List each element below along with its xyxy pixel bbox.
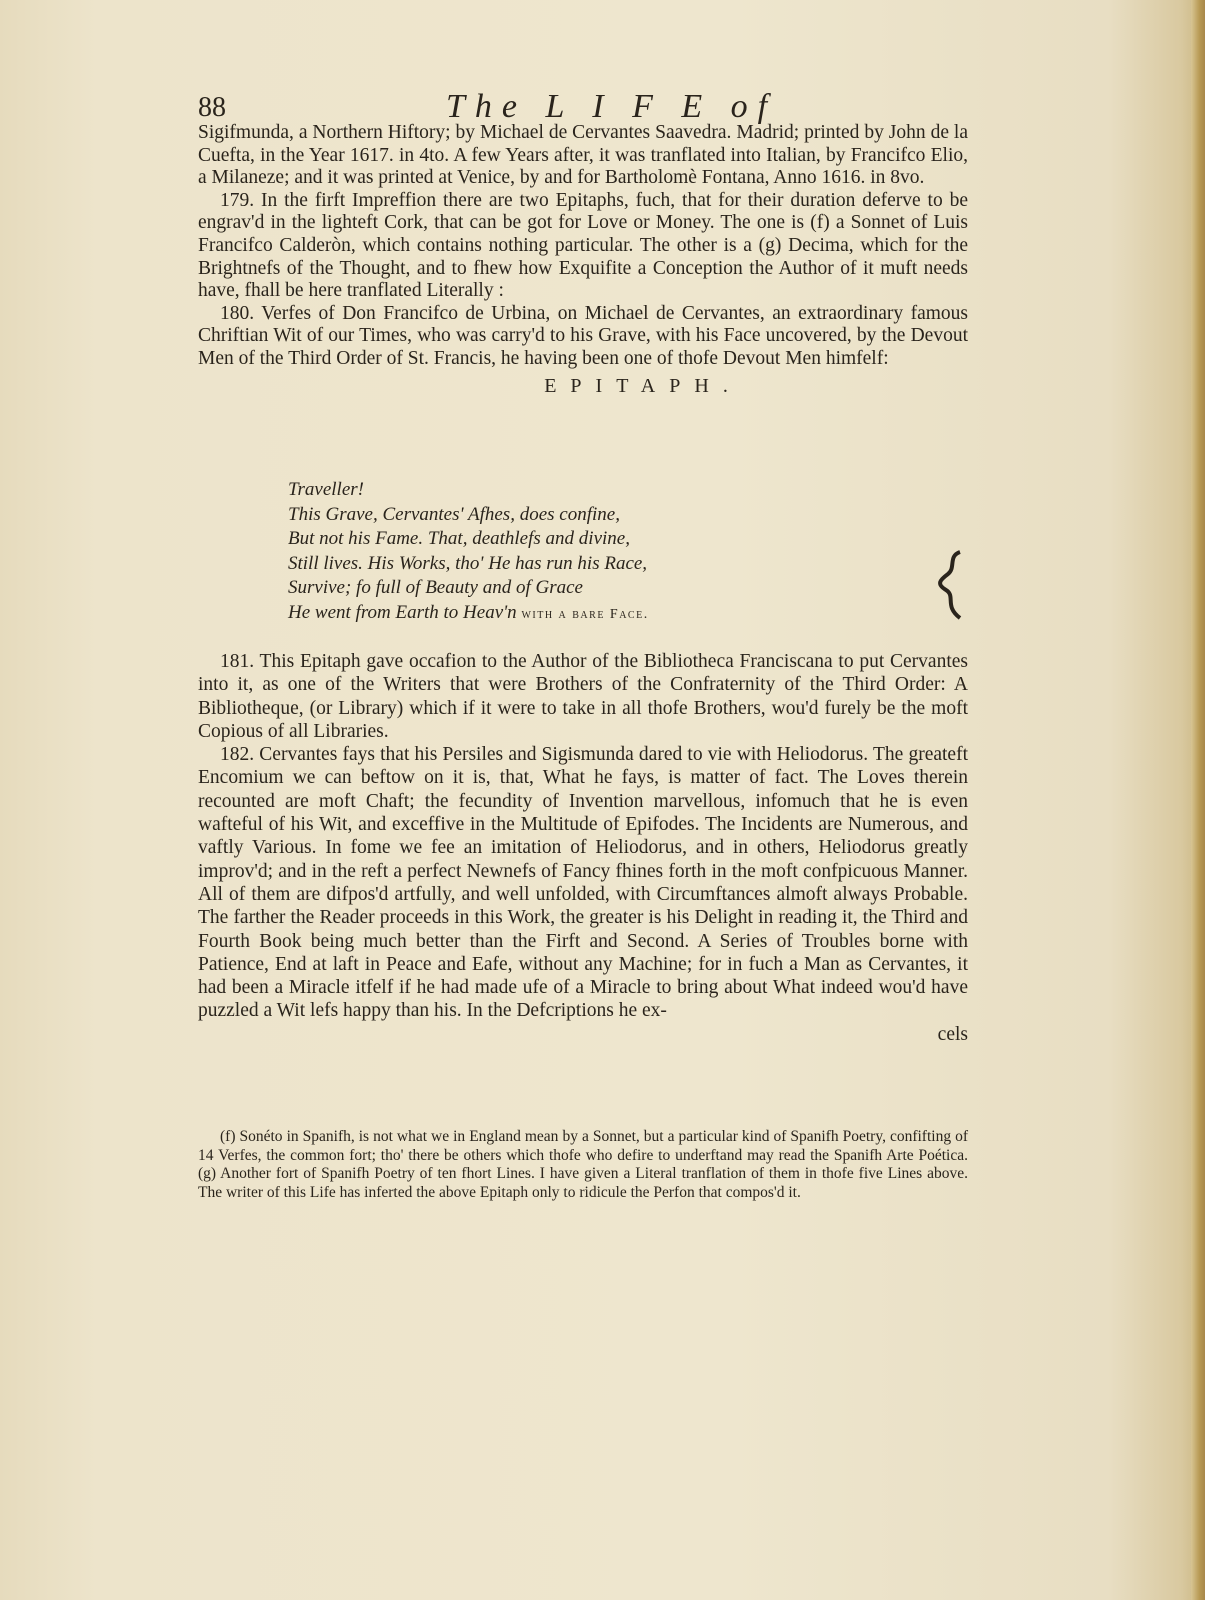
paragraph-180: 180. Verfes of Don Francifco de Urbina, on Michael de Cervantes, an extraordinary famous Chriftian Wit of our Times, who was carry'd to his Grave, with his Face uncovered, by the Devout Men of the Third Order of St. Francis, he having been one of thofe Devout Men himfelf: [198,302,968,369]
page-number: 88 [198,92,226,123]
poem-line-last [288,601,848,628]
paragraph-179: 179. In the firft Impreffion there are two Epitaphs, fuch, that for their duration deferve to be engrav'd in the lighteft Cork, that can be got for Love or Money. The one is (f) a Sonnet of Luis Francifco Calderòn, which contains nothing particular. The other is a (g) Decima, which for the Brightnefs of the Thought, and to fhew how Exquifite a Conception the Author of it muft needs have, fhall be here tranflated Literally : [198,189,968,302]
epitaph-poem [288,478,848,627]
epitaph-heading: EPITAPH. [544,374,742,397]
catchword: cels [937,1023,968,1045]
poem-line: This Grave, Cervantes' Afhes, does confine, [288,503,620,525]
poem-line-text: He went from Earth to Heav'n [288,601,517,623]
running-title: The L I F E of [446,88,778,125]
poem-line: Still lives. His Works, tho' He has run his Race, [288,552,648,574]
footnote-text: (f) Sonéto in Spanifh, is not what we in England mean by a Sonnet, but a particular kind of Spanifh Poetry, confifting of 14 Verfes, the common fort; tho' there be others which thofe who defire to underftand may read the Spanifh Arte Poética. (g) Another fort of Spanifh Poetry of ten fhort Lines. I have given a Literal tranflation of them in thofe five Lines above. The writer of this Life has inferted the above Epitaph only to ridicule the Perfon that compos'd it. [198,1128,968,1201]
main-text [198,122,968,403]
page-edge [1191,0,1205,1600]
main-text-continued [198,650,968,1046]
paragraph-182: 182. Cervantes fays that his Persiles and Sigismunda dared to vie with Heliodorus. The greateft Encomium we can beftow on it is, that, What he fays, is matter of fact. The Loves therein recounted are moft Chaft; the fecundity of Invention marvellous, infomuch that he is even wafteful of his Wit, and exceffive in the Multitude of Epifodes. The Incidents are Numerous, and vaftly Various. In fome we fee an imitation of Heliodorus, and in others, Heliodorus greatly improv'd; and in the reft a perfect Newnefs of Fancy fhines forth in the moft confpicuous Manner. All of them are difpos'd artfully, and well unfolded, with Circumftances almoft always Probable. The farther the Reader proceeds in this Work, the greater is his Delight in reading it, the Third and Fourth Book being much better than the Firft and Second. A Series of Troubles borne with Patience, End at laft in Peace and Eafe, without any Machine; for in fuch a Man as Cervantes, it had been a Miracle itfelf if he had made ufe of a Miracle to bring about What indeed wou'd have puzzled a Wit lefs happy than his. In the Defcriptions he ex- [198,744,968,1022]
poem-line: Survive; fo full of Beauty and of Grace [288,577,583,598]
poem-line: Traveller! [288,479,364,500]
poem-line: But not his Fame. That, deathlefs and divine, [288,528,630,549]
paragraph-181: 181. This Epitaph gave occafion to the Author of the Bibliotheca Franciscana to put Cervantes into it, as one of the Writers that were Brothers of the Confraternity of the Third Order: A Bibliotheque, (or Library) which if it were to take in all thofe Brothers, wou'd furely be the moft Copious of all Libraries. [198,651,968,742]
brace-mark-icon [930,550,974,620]
poem-line-tail: with a bare Face. [521,606,649,622]
paragraph-1: Sigifmunda, a Northern Hiftory; by Michael de Cervantes Saavedra. Madrid; printed by John de la Cuefta, in the Year 1617. in 4to. A few Years after, it was tranflated into Italian, by Francifco Elio, a Milaneze; and it was printed at Venice, by and for Bartholomè Fontana, Anno 1616. in 8vo. [198,122,968,189]
footnotes [198,1128,968,1202]
